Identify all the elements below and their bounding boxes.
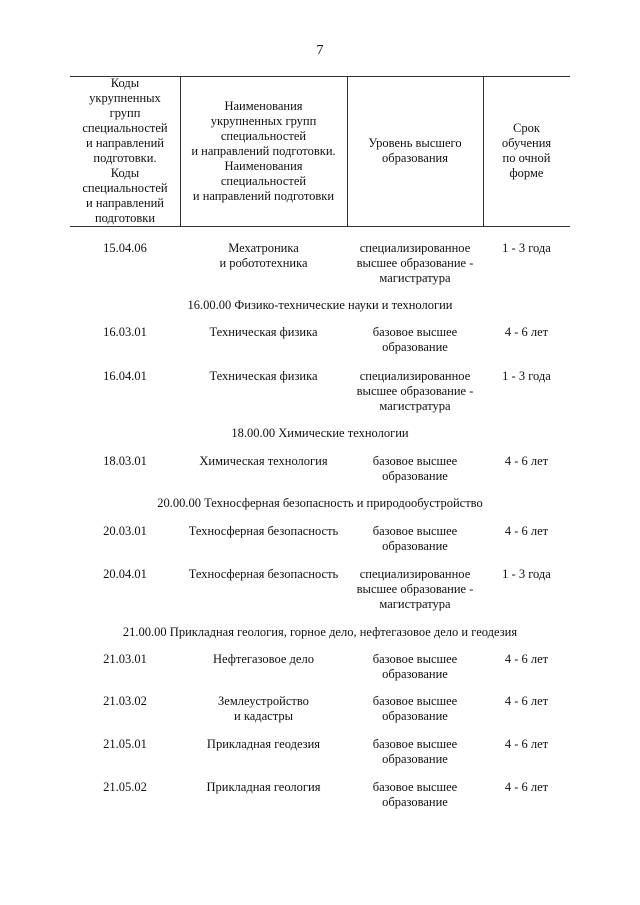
table-row	[70, 524, 570, 569]
table-row	[70, 694, 570, 739]
cell-name: Техносферная безопасность	[188, 524, 339, 538]
cell-level: базовое высшее образование	[372, 325, 458, 354]
cell-term: 4 - 6 лет	[504, 524, 549, 538]
cell-level: базовое высшее образование	[372, 780, 458, 809]
cell-name: Землеустройство и кадастры	[218, 694, 309, 723]
header-cell-codes: Коды укрупненных групп специальностей и направлений подготовки. Коды специальностей и направлений подготовки	[82, 76, 168, 225]
cell-name: Прикладная геодезия	[206, 737, 321, 751]
table-row	[70, 325, 570, 370]
header-cell-level: Уровень высшего образования	[368, 136, 462, 165]
cell-level: специализированное высшее образование - магистратура	[356, 369, 474, 413]
table-row	[70, 737, 570, 782]
header-cell-names: Наименования укрупненных групп специальностей и направлений подготовки. Наименования специальностей и направлений подготовки	[191, 98, 336, 203]
header-cell-term: Срок обучения по очной форме	[501, 121, 552, 180]
group-heading: 18.00.00 Химические технологии	[231, 426, 409, 440]
cell-level: базовое высшее образование	[372, 737, 458, 766]
cell-level: специализированное высшее образование - магистратура	[356, 567, 474, 611]
cell-term: 4 - 6 лет	[504, 780, 549, 794]
cell-level: специализированное высшее образование - магистратура	[356, 241, 474, 285]
cell-code: 21.05.02	[103, 780, 147, 794]
cell-term: 1 - 3 года	[502, 241, 551, 255]
cell-code: 18.03.01	[103, 454, 147, 468]
header-bottom-rule	[70, 226, 570, 227]
cell-term: 4 - 6 лет	[504, 737, 549, 751]
table-row	[70, 780, 570, 825]
table-row	[70, 454, 570, 499]
cell-term: 4 - 6 лет	[504, 652, 549, 666]
cell-name: Техническая физика	[209, 369, 318, 383]
cell-code: 16.04.01	[103, 369, 147, 383]
table-row	[70, 241, 570, 286]
cell-name: Нефтегазовое дело	[213, 652, 314, 666]
cell-level: базовое высшее образование	[372, 652, 458, 681]
cell-code: 21.03.01	[103, 652, 147, 666]
cell-term: 4 - 6 лет	[504, 694, 549, 708]
cell-name: Техносферная безопасность	[188, 567, 339, 581]
cell-name: Техническая физика	[209, 325, 318, 339]
cell-name: Прикладная геология	[206, 780, 321, 794]
cell-term: 1 - 3 года	[502, 369, 551, 383]
cell-code: 16.03.01	[103, 325, 147, 339]
table-row	[70, 567, 570, 612]
cell-code: 20.03.01	[103, 524, 147, 538]
group-heading: 16.00.00 Физико-технические науки и технологии	[187, 298, 453, 312]
cell-code: 21.05.01	[103, 737, 147, 751]
cell-term: 4 - 6 лет	[504, 325, 549, 339]
group-heading: 20.00.00 Техносферная безопасность и природообустройство	[157, 496, 483, 510]
page-number: 7	[316, 43, 324, 58]
cell-code: 20.04.01	[103, 567, 147, 581]
cell-term: 1 - 3 года	[502, 567, 551, 581]
cell-term: 4 - 6 лет	[504, 454, 549, 468]
cell-level: базовое высшее образование	[372, 454, 458, 483]
cell-code: 15.04.06	[103, 241, 147, 255]
group-heading: 21.00.00 Прикладная геология, горное дело, нефтегазовое дело и геодезия	[122, 625, 518, 639]
cell-level: базовое высшее образование	[372, 694, 458, 723]
table-row	[70, 369, 570, 414]
table-row	[70, 652, 570, 697]
cell-name: Мехатроника и робототехника	[219, 241, 308, 270]
cell-level: базовое высшее образование	[372, 524, 458, 553]
cell-code: 21.03.02	[103, 694, 147, 708]
cell-name: Химическая технология	[199, 454, 328, 468]
